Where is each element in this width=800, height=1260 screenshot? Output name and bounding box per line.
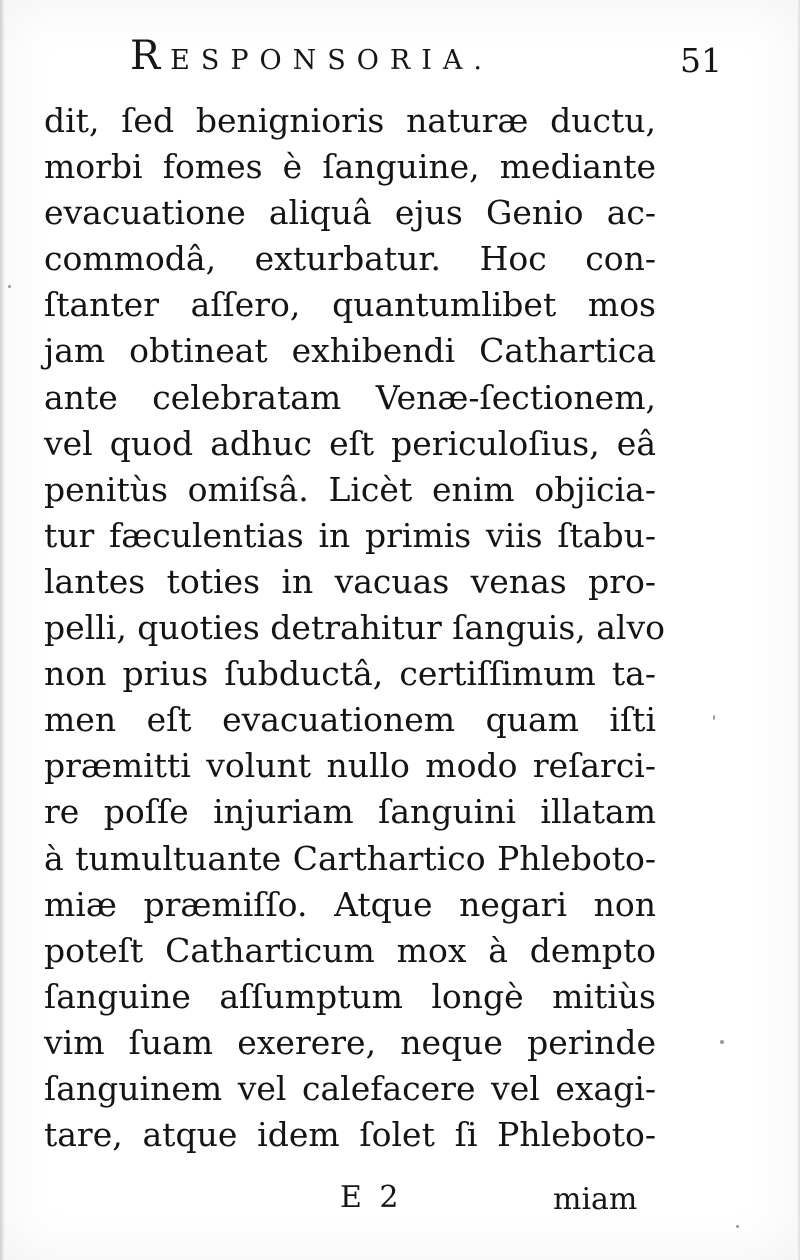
text-line: ſtanter aſſero, quantumlibet mos [44, 285, 656, 325]
text-line: ſanguinem vel calefacere vel exagi- [44, 1068, 656, 1108]
text-line: miæ præmiſſo. Atque negari non [44, 884, 656, 924]
text-line: poteſt Catharticum mox à dempto [44, 930, 656, 970]
page-number: 51 [680, 41, 722, 80]
text-line: vel quod adhuc eſt periculoſius, eâ [44, 423, 656, 463]
text-line: jam obtineat exhibendi Cathartica [44, 331, 656, 371]
signature-mark: E 2 [340, 1180, 403, 1215]
running-head-initial: R [130, 33, 171, 79]
text-line: commodâ, exturbatur. Hoc con- [44, 239, 656, 279]
text-line: præmitti volunt nullo modo reſarci- [44, 746, 656, 786]
text-line: re poſſe injuriam ſanguini illatam [44, 792, 656, 832]
paper-speck [736, 1225, 739, 1228]
running-head-rest: ESPONSORIA. [170, 45, 493, 76]
catchword: miam [553, 1182, 638, 1217]
text-line: evacuatione aliquâ ejus Genio ac- [44, 193, 656, 233]
page-edge-right [796, 0, 800, 1260]
paper-speck [713, 715, 715, 720]
text-line: lantes toties in vacuas venas pro- [44, 561, 656, 601]
text-line: ſanguine aſſumptum longè mitiùs [44, 976, 656, 1016]
text-line: vim ſuam exerere, neque perinde [44, 1022, 656, 1062]
text-line: morbi fomes è ſanguine, mediante [44, 147, 656, 187]
text-line: non prius ſubductâ, certiſſimum ta- [44, 654, 656, 694]
text-line: ante celebratam Venæ-ſectionem, [44, 377, 656, 417]
text-line: tare, atque idem ſolet ſi Phleboto- [44, 1115, 656, 1155]
page-edge-left [0, 0, 6, 1260]
text-line: men eſt evacuationem quam iſti [44, 700, 656, 740]
paper-speck [8, 285, 11, 288]
running-head [130, 33, 493, 79]
text-line: dit, ſed benignioris naturæ ductu, [44, 101, 656, 140]
text-line: tur fæculentias in primis viis ſtabu- [44, 515, 656, 555]
paper-speck [720, 1040, 724, 1044]
body-text [44, 98, 665, 1158]
text-line: penitùs omiſsâ. Licèt enim objicia- [44, 469, 656, 509]
text-line: pelli, quoties detrahitur ſanguis, alvo [44, 608, 665, 648]
text-line: à tumultuante Carthartico Phleboto- [44, 838, 656, 878]
